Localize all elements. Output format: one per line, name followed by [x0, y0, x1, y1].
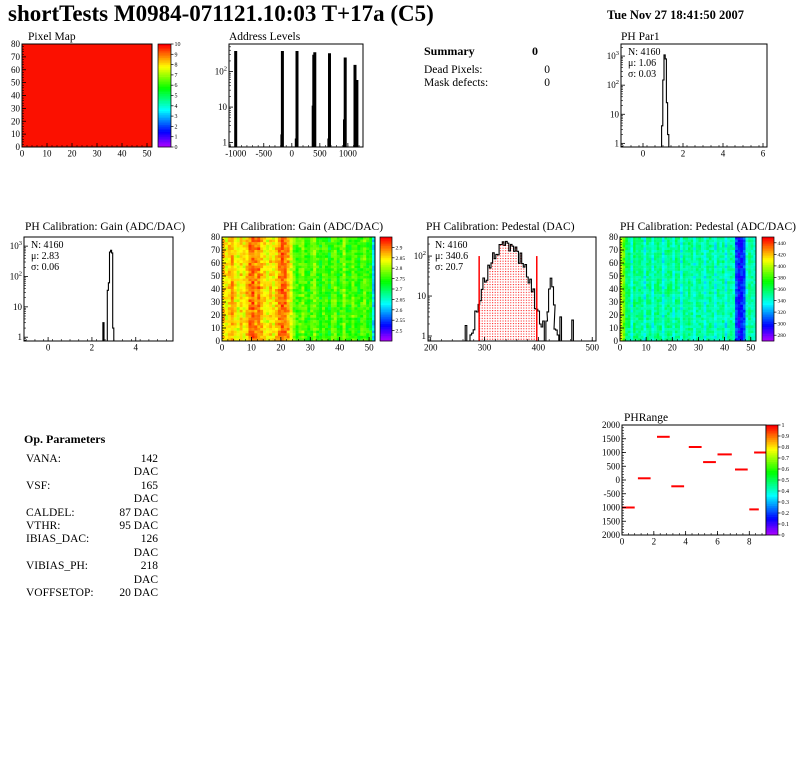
page-title: shortTests M0984-071121.10:03 T+17a (C5) [8, 1, 434, 26]
ph-par1-pad [598, 28, 796, 178]
summary-heading-row [400, 38, 600, 62]
svg-text:4: 4 [720, 148, 726, 159]
svg-text:2.65: 2.65 [395, 297, 406, 304]
heatmap-cells [222, 237, 375, 341]
svg-text:20: 20 [609, 310, 618, 320]
gain-map-chart [200, 216, 412, 366]
svg-text:50: 50 [364, 342, 374, 353]
svg-text:0: 0 [219, 342, 225, 353]
svg-text:2.6: 2.6 [395, 307, 403, 314]
gain-histogram-pad [0, 216, 200, 366]
chart-title: PH Calibration: Gain (ADC/DAC) [25, 221, 186, 233]
op-row-vsf [0, 480, 200, 507]
op-row-label: VSF: [26, 479, 51, 492]
summary-heading-value: 0 [532, 44, 538, 58]
pedestal-map-chart [598, 216, 796, 366]
chart-title: PH Calibration: Pedestal (DAC) [426, 221, 575, 233]
svg-text:-1000: -1000 [225, 148, 247, 159]
op-row-value: 95 DAC [119, 520, 158, 533]
op-row-vthr [0, 520, 200, 533]
op-row-value: 20 DAC [119, 587, 158, 600]
svg-text:40: 40 [720, 342, 730, 353]
pedestal_hist-figure [395, 216, 600, 366]
svg-text:10: 10 [641, 342, 651, 353]
timestamp: Tue Nov 27 18:41:50 2007 [607, 8, 745, 22]
svg-text:10: 10 [609, 323, 618, 333]
svg-text:60: 60 [609, 258, 618, 268]
op-parameters-heading: Op. Parameters [24, 432, 106, 446]
gain-histogram-chart [0, 216, 200, 366]
svg-text:7: 7 [174, 72, 178, 79]
svg-text:102: $10^2$ [9, 270, 22, 282]
svg-text:1000: 1000 [338, 148, 357, 159]
svg-text:0: 0 [45, 342, 51, 353]
svg-text:1: 1 [222, 137, 227, 148]
svg-text:8: 8 [174, 62, 178, 69]
ph_par1-figure [598, 28, 796, 178]
svg-text:70: 70 [11, 51, 20, 62]
summary-row-label: Mask defects: [424, 77, 489, 89]
op-row-label: IBIAS_DAC: [26, 533, 90, 546]
pedestal-map-pad [598, 216, 796, 366]
op-row-label: VIBIAS_PH: [26, 560, 88, 573]
svg-text:4: 4 [174, 103, 178, 110]
summary-panel [400, 38, 600, 89]
summary-row-label: Dead Pixels: [424, 63, 483, 76]
svg-text:0: 0 [215, 336, 220, 346]
op-row-value: 165 DAC [133, 479, 158, 506]
summary-heading: Summary [424, 44, 475, 58]
op-row-label: CALDEL: [26, 506, 75, 519]
svg-text:2.9: 2.9 [395, 245, 403, 252]
op-row-vana [0, 453, 200, 480]
svg-text:50: 50 [609, 271, 618, 281]
op-row-voffsetop [0, 587, 200, 600]
svg-text:1: 1 [174, 134, 178, 141]
svg-text:10: 10 [42, 148, 52, 159]
svg-text:10: 10 [211, 323, 220, 333]
stats-line: N: 4160 [31, 240, 64, 251]
svg-text:300: 300 [477, 342, 492, 353]
svg-text:30: 30 [11, 103, 20, 114]
op-row-label: VOFFSETOP: [26, 587, 94, 600]
svg-text:10: 10 [174, 42, 181, 48]
svg-text:40: 40 [335, 342, 345, 353]
svg-text:30: 30 [211, 297, 220, 307]
svg-text:102: $10^2$ [413, 250, 426, 262]
stats-line: N: 4160 [435, 240, 468, 251]
svg-text:10: 10 [246, 342, 256, 353]
pedestal-histogram-chart [395, 216, 600, 366]
svg-text:20: 20 [67, 148, 77, 159]
svg-text:0: 0 [15, 142, 20, 152]
svg-text:20: 20 [667, 342, 677, 353]
svg-text:10: 10 [218, 102, 227, 113]
op-row-label: VANA: [26, 453, 61, 465]
range-segments [622, 437, 766, 510]
op-row-vibias-ph [0, 560, 200, 587]
svg-text:80: 80 [11, 39, 20, 49]
svg-text:30: 30 [693, 342, 703, 353]
op-row-value: 126 DAC [133, 533, 158, 559]
svg-text:2.85: 2.85 [395, 255, 406, 262]
svg-text:20: 20 [211, 310, 220, 320]
svg-text:50: 50 [211, 271, 220, 281]
summary-row-value: 0 [544, 77, 550, 89]
svg-text:80: 80 [211, 232, 220, 242]
svg-text:40: 40 [211, 284, 220, 294]
ph_range-figure [598, 408, 796, 558]
svg-text:40: 40 [117, 148, 127, 159]
svg-text:30: 30 [609, 297, 618, 307]
summary-row-mask-defects [400, 76, 600, 90]
ph-range-chart [598, 408, 796, 558]
svg-text:60: 60 [11, 64, 20, 75]
colorbar [762, 237, 786, 341]
op-row-ibias-dac [0, 533, 200, 560]
svg-text:0: 0 [617, 342, 623, 353]
address-levels-pad [200, 28, 400, 178]
svg-text:70: 70 [609, 245, 618, 255]
op-row-label: VTHR: [26, 520, 61, 533]
svg-text:2.75: 2.75 [395, 276, 406, 283]
op-row-value: 87 DAC [119, 506, 158, 519]
svg-text:103: $10^3$ [606, 50, 619, 62]
svg-text:5: 5 [174, 93, 178, 100]
svg-text:103: $10^3$ [9, 240, 22, 252]
pedestal_map-figure [598, 216, 796, 366]
heatmap-cells [620, 237, 756, 341]
op-parameters-panel [0, 424, 200, 600]
svg-text:80: 80 [609, 232, 618, 242]
address-levels-chart [200, 28, 400, 178]
chart-title: PH Calibration: Gain (ADC/DAC) [223, 221, 384, 233]
svg-text:0: 0 [613, 336, 618, 346]
svg-text:10: 10 [13, 301, 22, 312]
svg-text:10: 10 [417, 291, 426, 302]
gain_map-figure [200, 216, 412, 366]
svg-text:0: 0 [640, 148, 646, 159]
svg-text:2.5: 2.5 [395, 328, 403, 335]
svg-text:3: 3 [174, 114, 178, 121]
chart-title: PH Calibration: Pedestal (ADC/DAC) [620, 221, 796, 233]
svg-text:4: 4 [133, 342, 138, 353]
svg-text:30: 30 [92, 148, 102, 159]
svg-text:2: 2 [680, 148, 686, 159]
axes [602, 420, 762, 547]
pixel-map-chart [0, 28, 200, 178]
histogram-outline [662, 55, 669, 147]
svg-text:2: 2 [174, 124, 178, 131]
histogram-spikes [236, 51, 357, 147]
svg-text:400: 400 [531, 342, 546, 353]
address_levels-figure [200, 28, 400, 178]
stats-line: μ: 340.6 [435, 251, 469, 262]
stats-line: σ: 0.03 [628, 69, 657, 80]
op-row-caldel [0, 507, 200, 520]
svg-text:2.7: 2.7 [395, 287, 403, 293]
svg-text:102: $10^2$ [214, 65, 227, 77]
ph-range-pad [598, 408, 796, 558]
chart-title: PH Par1 [621, 31, 660, 43]
colorbar [766, 423, 789, 539]
svg-text:50: 50 [142, 148, 152, 159]
svg-text:40: 40 [11, 90, 20, 101]
chart-title: Address Levels [229, 31, 301, 43]
summary-row-dead-pixels [400, 62, 600, 76]
svg-text:1: 1 [614, 138, 619, 149]
svg-text:500: 500 [585, 342, 599, 353]
stats-line: μ: 1.06 [628, 58, 657, 69]
svg-text:50: 50 [11, 77, 20, 88]
svg-text:2.55: 2.55 [395, 318, 406, 325]
op-row-value: 142 DAC [133, 453, 158, 479]
svg-text:-500: -500 [255, 148, 273, 159]
svg-text:1: 1 [421, 331, 426, 342]
svg-text:70: 70 [211, 245, 220, 255]
plot-frame [622, 425, 766, 535]
gain-map-pad [200, 216, 412, 366]
stats-line: σ: 0.06 [31, 262, 60, 273]
colorbar [158, 42, 181, 151]
svg-text:10: 10 [610, 109, 619, 120]
ph-par1-chart [598, 28, 796, 178]
svg-text:10: 10 [11, 129, 20, 140]
svg-text:50: 50 [746, 342, 756, 353]
summary-row-value: 0 [544, 63, 550, 76]
svg-text:6: 6 [174, 83, 178, 90]
svg-text:9: 9 [174, 52, 178, 59]
svg-text:20: 20 [276, 342, 286, 353]
svg-text:30: 30 [305, 342, 315, 353]
pixel-map-pad [0, 28, 200, 178]
chart-title: Pixel Map [28, 31, 76, 43]
map-fill [22, 44, 152, 147]
stats-line: σ: 20.7 [435, 262, 464, 273]
svg-text:2.8: 2.8 [395, 266, 403, 273]
gain_hist-figure [0, 216, 200, 366]
svg-text:1: 1 [17, 332, 22, 343]
svg-text:6: 6 [760, 148, 766, 159]
chart-title: PHRange [624, 412, 669, 424]
svg-text:60: 60 [211, 258, 220, 268]
svg-text:102: $10^2$ [606, 79, 619, 91]
stats-line: N: 4160 [628, 47, 661, 58]
pixel_map-figure [0, 28, 200, 178]
op-row-value: 218 DAC [133, 560, 158, 586]
svg-text:0: 0 [19, 148, 25, 159]
svg-text:20: 20 [11, 116, 20, 127]
svg-text:2: 2 [89, 342, 95, 353]
svg-text:0: 0 [174, 145, 178, 151]
pedestal-histogram-pad [395, 216, 600, 366]
svg-text:200: 200 [423, 342, 438, 353]
stats-line: μ: 2.83 [31, 251, 60, 262]
svg-text:40: 40 [609, 284, 618, 294]
svg-text:0: 0 [289, 148, 295, 159]
svg-text:500: 500 [313, 148, 327, 159]
histogram-outline [103, 250, 114, 341]
